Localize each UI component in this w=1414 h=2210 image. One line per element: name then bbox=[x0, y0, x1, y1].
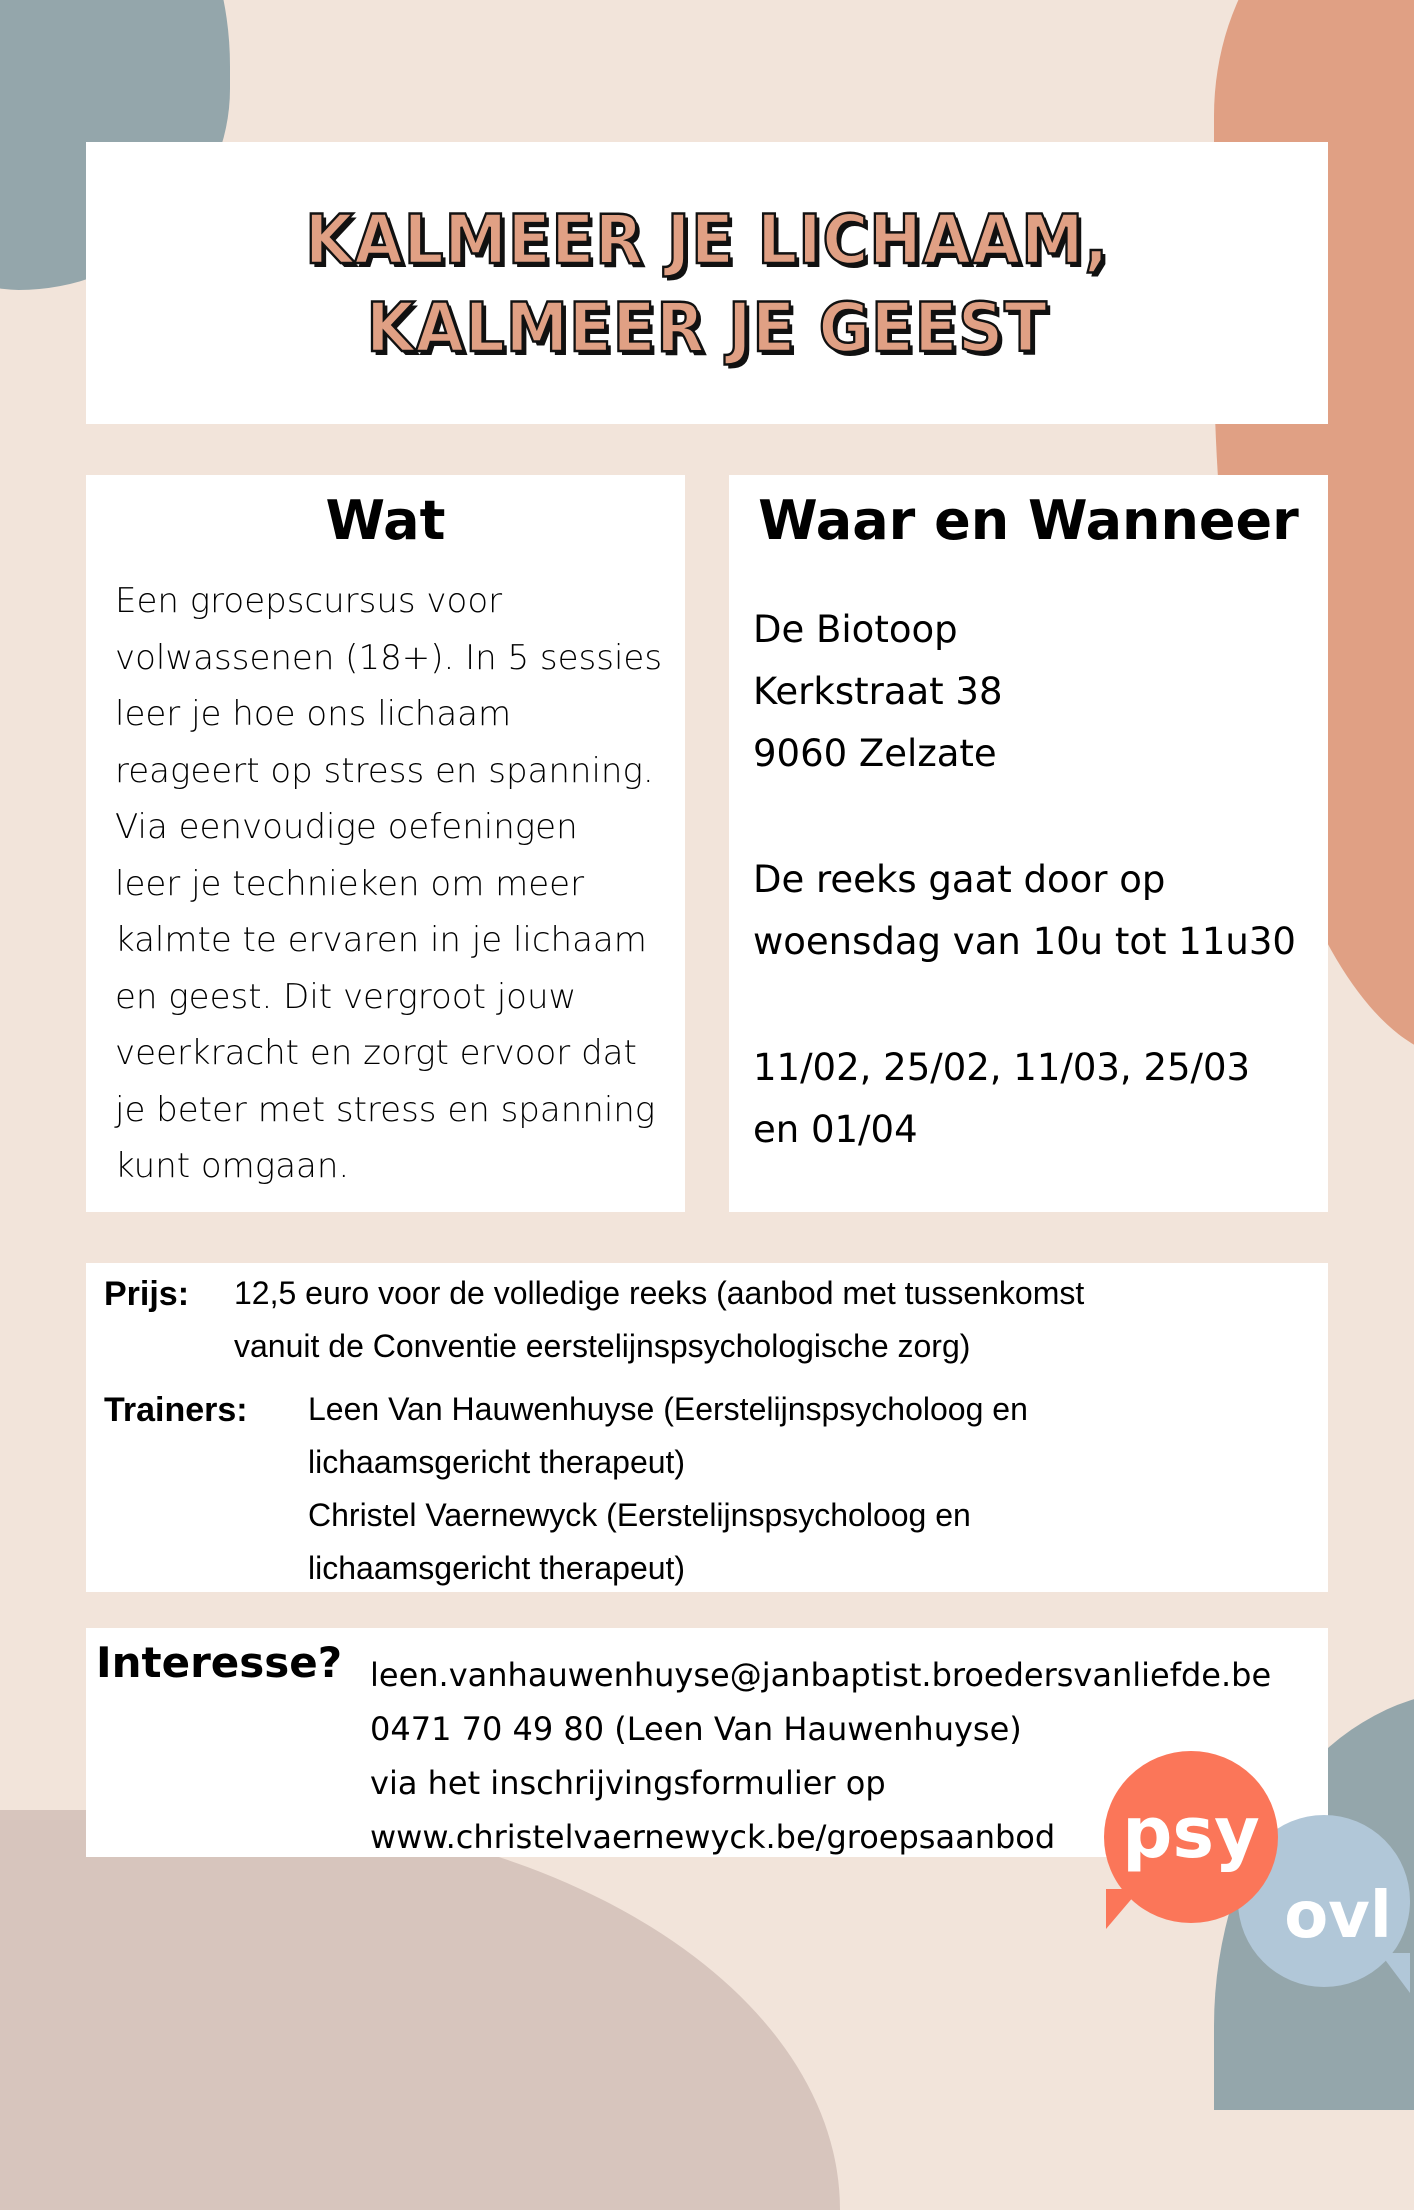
wat-description bbox=[115, 573, 685, 1195]
trainers-value bbox=[308, 1383, 1028, 1595]
wat-line: Via eenvoudige oefeningen bbox=[115, 807, 578, 847]
wat-line: je beter met stress en spanning bbox=[115, 1089, 656, 1130]
trainer-line: lichaamsgericht therapeut) bbox=[308, 1550, 686, 1586]
wat-line: en geest. Dit vergroot jouw bbox=[115, 976, 577, 1017]
dates-line: 11/02, 25/02, 11/03, 25/03 bbox=[753, 1046, 1251, 1089]
price-trainers-panel bbox=[86, 1263, 1328, 1592]
waar-dates bbox=[753, 1037, 1328, 1161]
trainer-line: Leen Van Hauwenhuyse (Eerstelijnspsycholoog en bbox=[308, 1391, 1028, 1427]
trainer-line: lichaamsgericht therapeut) bbox=[308, 1444, 686, 1480]
wat-line: veerkracht en zorgt ervoor dat bbox=[115, 1033, 637, 1073]
prijs-line: vanuit de Conventie eerstelijnspsychologische zorg) bbox=[234, 1328, 971, 1364]
logo-psy-text: psy bbox=[1122, 1792, 1260, 1874]
prijs-value bbox=[234, 1267, 1084, 1373]
wat-line: kunt omgaan. bbox=[115, 1146, 350, 1186]
wat-line: volwassenen (18+). In 5 sessies bbox=[115, 637, 663, 678]
schedule-line: De reeks gaat door op bbox=[753, 858, 1166, 901]
address-city: 9060 Zelzate bbox=[753, 732, 997, 775]
address-street: Kerkstraat 38 bbox=[753, 670, 1003, 713]
waar-schedule bbox=[753, 849, 1328, 973]
dates-line: en 01/04 bbox=[753, 1108, 918, 1151]
title-panel bbox=[86, 142, 1328, 424]
contact-label: Interesse? bbox=[96, 1638, 343, 1687]
trainers-label: Trainers: bbox=[104, 1391, 248, 1429]
contact-email-link[interactable]: leen.vanhauwenhuyse@janbaptist.broedersvanliefde.be bbox=[370, 1656, 1272, 1694]
prijs-label: Prijs: bbox=[104, 1275, 190, 1313]
logo-psy-bubble bbox=[1104, 1751, 1278, 1923]
waar-panel bbox=[729, 475, 1328, 1212]
wat-line: reageert op stress en spanning. bbox=[115, 750, 654, 791]
wat-line: Een groepscursus voor bbox=[115, 581, 503, 621]
waar-heading: Waar en Wanneer bbox=[758, 489, 1299, 552]
contact-website-link[interactable]: www.christelvaernewyck.be/groepsaanbod bbox=[370, 1818, 1056, 1856]
title-line-1: KALMEER JE LICHAAM, bbox=[305, 201, 1109, 280]
waar-address bbox=[753, 599, 1328, 785]
trainer-line: Christel Vaernewyck (Eerstelijnspsycholoog en bbox=[308, 1497, 971, 1533]
wat-line: kalmte te ervaren in je lichaam bbox=[115, 920, 647, 960]
wat-heading: Wat bbox=[325, 489, 446, 552]
title-line-2: KALMEER JE GEEST bbox=[366, 289, 1048, 368]
page-title bbox=[136, 197, 1279, 373]
contact-phone[interactable]: 0471 70 49 80 (Leen Van Hauwenhuyse) bbox=[370, 1710, 1022, 1748]
decorative-blob-bottom-left bbox=[0, 1810, 840, 2210]
wat-line: leer je hoe ons lichaam bbox=[115, 694, 512, 734]
wat-panel bbox=[86, 475, 685, 1212]
contact-form-text: via het inschrijvingsformulier op bbox=[370, 1764, 886, 1802]
address-venue: De Biotoop bbox=[753, 608, 958, 651]
schedule-line: woensdag van 10u tot 11u30 bbox=[753, 920, 1296, 963]
wat-line: leer je technieken om meer bbox=[115, 863, 585, 904]
logo-ovl-text: ovl bbox=[1284, 1879, 1392, 1953]
prijs-line: 12,5 euro voor de volledige reeks (aanbod met tussenkomst bbox=[234, 1275, 1085, 1311]
